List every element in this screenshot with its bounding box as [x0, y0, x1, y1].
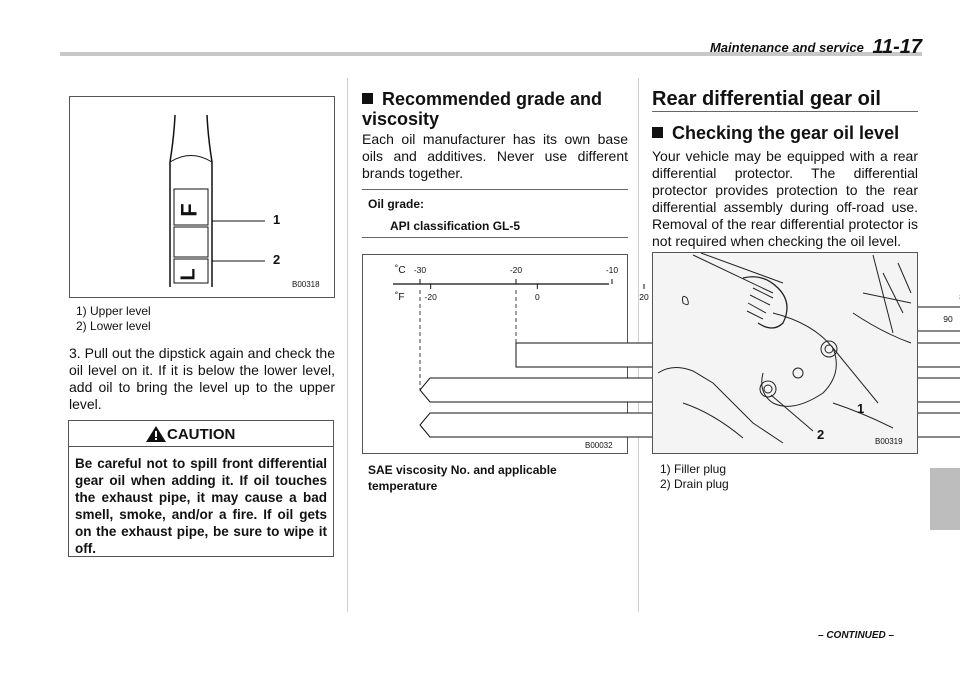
callout-1: 1: [857, 401, 865, 416]
legend-item: 2) Drain plug: [660, 477, 729, 491]
divider: [362, 237, 628, 238]
celsius-tick-label: -10: [605, 265, 619, 275]
body-text: Your vehicle may be equipped with a rear differential protector. The differential protector provides protection to the rear differential assembly during off-road use. Removal of the rear differential protector is not required when checking the oil level.: [652, 148, 918, 249]
subheading-text: Checking the gear oil level: [672, 123, 900, 143]
page-number: 11-17: [872, 36, 922, 58]
fahrenheit-tick-label: -20: [424, 292, 437, 302]
differential-drawing: [653, 253, 917, 453]
square-bullet-icon: [652, 127, 663, 138]
caution-header: [69, 421, 333, 447]
upper-mark-letter: F: [176, 203, 202, 217]
fahrenheit-tick-label: 20: [639, 292, 649, 302]
callout-1: 1: [273, 212, 281, 227]
fahrenheit-tick-label: 0: [534, 292, 540, 302]
figure-legend: [660, 462, 729, 492]
celsius-unit-label: ˚C: [395, 265, 406, 276]
legend-item: 1) Upper level: [76, 304, 151, 318]
caution-box: [68, 420, 334, 557]
section-heading: [362, 89, 622, 129]
page-header: [710, 36, 922, 59]
divider: [362, 189, 628, 190]
chart-caption: SAE viscosity No. and applicable temperature: [368, 463, 557, 493]
dipstick-drawing: [70, 97, 334, 297]
figure-code: B00319: [875, 437, 903, 446]
column-divider: [347, 78, 348, 612]
legend-item: 2) Lower level: [76, 319, 151, 333]
legend-item: 1) Filler plug: [660, 462, 727, 476]
heading-text: Recommended grade and viscosity: [362, 89, 603, 129]
fahrenheit-unit-label: ˚F: [395, 292, 405, 303]
section-title: Maintenance and service: [709, 40, 864, 55]
warning-icon: [145, 425, 167, 443]
caution-title: CAUTION: [167, 426, 236, 443]
figure-code: B00032: [585, 441, 613, 450]
step-3-text: 3. Pull out the dipstick again and check the oil level on it. If it is below the lower level, add oil to bring the level up to the upper level.: [69, 345, 335, 412]
caution-text: Be careful not to spill front differential gear oil when adding it. If oil touches the exhaust pipe, it may cause a bad smell, smoke, and/or a fire. If oil gets on the exhaust pipe, be sure to wipe it off.: [75, 456, 327, 556]
celsius-tick-label: -20: [509, 265, 523, 275]
chapter-tab: [930, 468, 960, 530]
figure-legend: [76, 304, 151, 334]
callout-2: 2: [273, 252, 281, 267]
viscosity-grade-label: 90: [943, 314, 953, 324]
heading-rule: [652, 111, 918, 112]
dipstick-figure: [69, 96, 335, 298]
lower-mark-letter: L: [177, 268, 200, 281]
page-heading: Rear differential gear oil: [652, 88, 881, 110]
oil-grade-value: API classification GL-5: [390, 219, 521, 233]
continued-note: – CONTINUED –: [818, 630, 895, 641]
square-bullet-icon: [362, 93, 373, 104]
celsius-tick-label: -30: [413, 265, 427, 275]
body-text: Each oil manufacturer has its own base oils and additives. Never use different brands together.: [362, 131, 628, 181]
figure-code: B00318: [292, 280, 320, 289]
oil-grade-label: Oil grade:: [368, 197, 425, 211]
subheading: [652, 123, 922, 143]
callout-2: 2: [817, 427, 825, 442]
differential-figure: [652, 252, 918, 454]
